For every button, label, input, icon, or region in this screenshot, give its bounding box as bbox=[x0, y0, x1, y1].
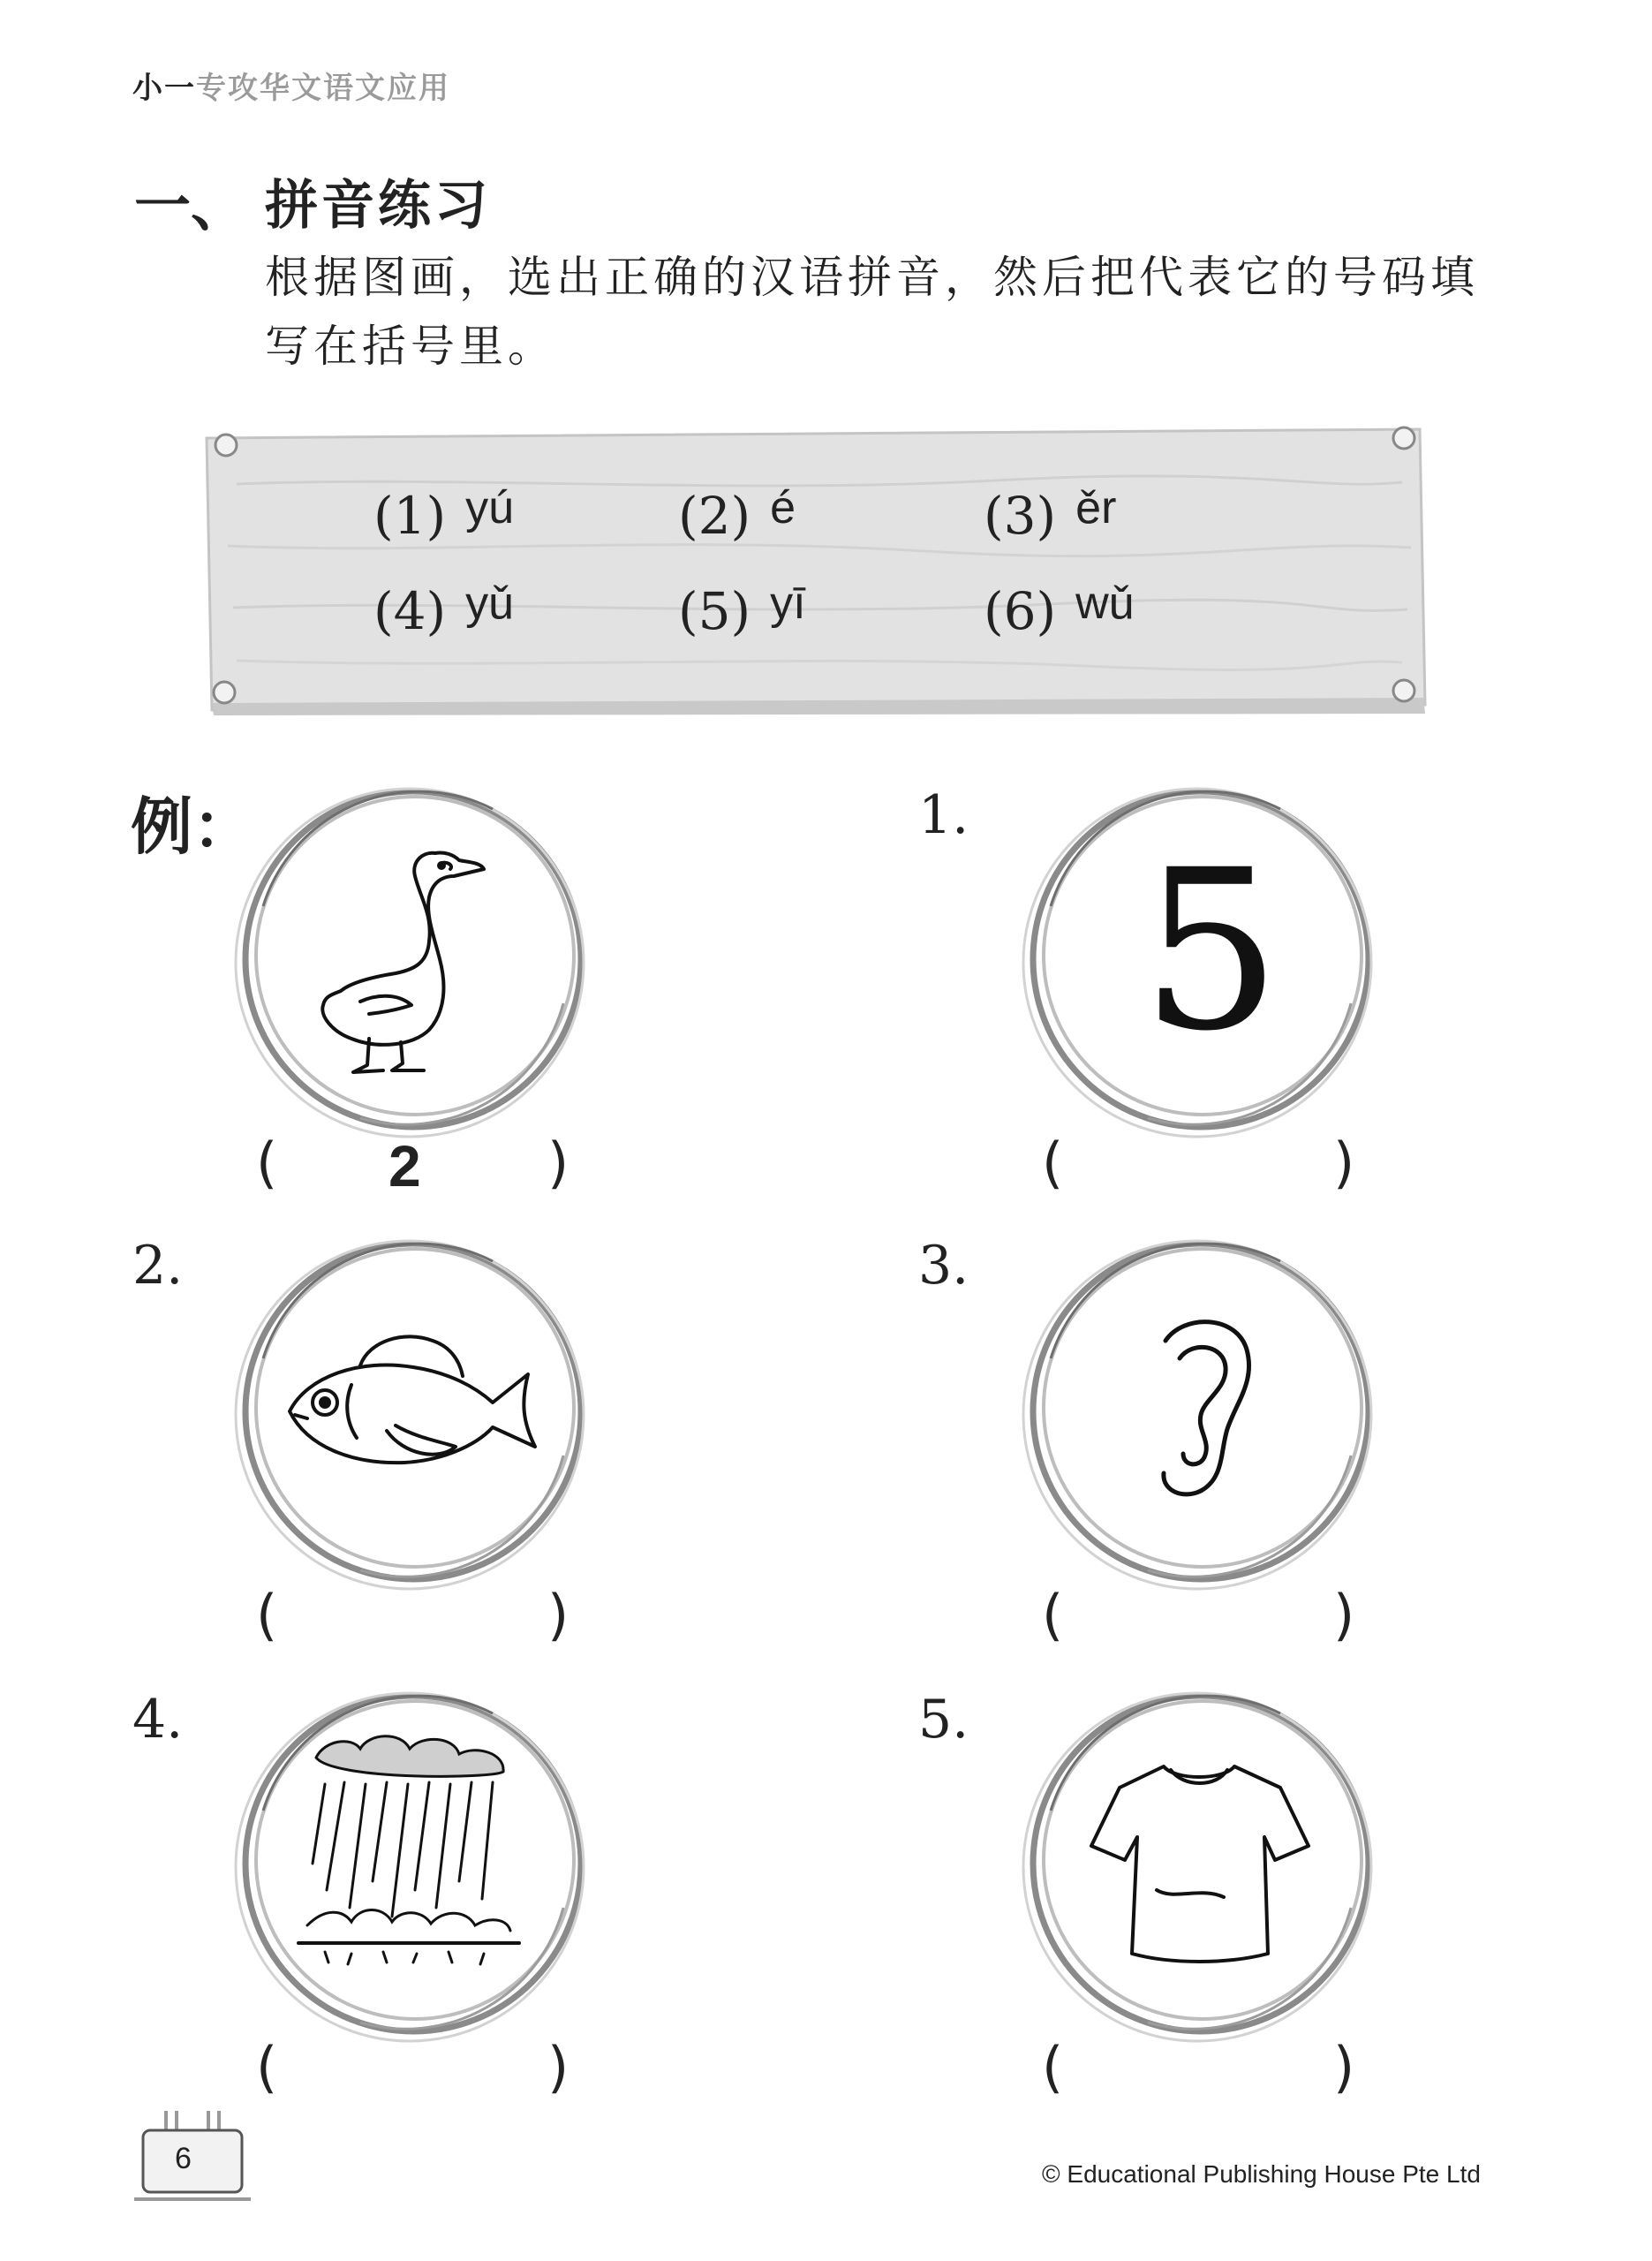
options-board bbox=[201, 422, 1430, 719]
book-title-rest: 专攻华文语文应用 bbox=[196, 71, 450, 106]
copyright-text: © Educational Publishing House Pte Ltd bbox=[1042, 2160, 1481, 2188]
number-five-digit: 5 bbox=[1141, 822, 1282, 1079]
question-5-close-bracket: ) bbox=[1333, 2035, 1355, 2099]
question-4-open-bracket: ( bbox=[256, 2035, 278, 2099]
example-label: 例： bbox=[131, 790, 254, 863]
option-6: (6) wǔ bbox=[984, 578, 1135, 641]
book-title-lead: 小一 bbox=[132, 71, 196, 106]
question-3-open-bracket: ( bbox=[1042, 1583, 1064, 1647]
question-5-open-bracket: ( bbox=[1042, 2035, 1064, 2099]
example-open-bracket: ( bbox=[256, 1130, 278, 1195]
option-1: (1) yú bbox=[373, 482, 515, 546]
question-2-picture bbox=[228, 1226, 599, 1597]
question-2-close-bracket: ) bbox=[547, 1583, 570, 1647]
question-4-number: 4. bbox=[132, 1689, 184, 1751]
example-picture bbox=[228, 774, 599, 1145]
question-5-picture bbox=[1015, 1678, 1386, 2049]
page-tab-icon bbox=[131, 2102, 254, 2208]
option-5: (5) yī bbox=[678, 578, 806, 641]
question-1-close-bracket: ) bbox=[1333, 1130, 1355, 1195]
page-number-tab bbox=[131, 2102, 254, 2208]
question-5-number: 5. bbox=[918, 1689, 969, 1751]
question-3-picture bbox=[1015, 1226, 1386, 1597]
question-1-number: 1. bbox=[918, 784, 969, 846]
question-2-number: 2. bbox=[132, 1235, 184, 1297]
question-1-open-bracket: ( bbox=[1042, 1130, 1064, 1195]
question-1-picture bbox=[1015, 774, 1386, 1145]
question-4-picture bbox=[228, 1678, 599, 2049]
option-2: (2) é bbox=[678, 482, 796, 546]
page-number: 6 bbox=[175, 2142, 192, 2175]
rain-icon bbox=[228, 1678, 599, 2049]
instruction-text: 根据图画，选出正确的汉语拼音，然后把代表它的号码填写在括号里。 bbox=[265, 252, 1479, 372]
section-title: 拼音练习 bbox=[265, 175, 491, 237]
question-3-close-bracket: ) bbox=[1333, 1583, 1355, 1647]
wooden-board-icon bbox=[201, 422, 1430, 719]
tshirt-icon bbox=[1015, 1678, 1386, 2049]
question-4-close-bracket: ) bbox=[547, 2035, 570, 2099]
fish-icon bbox=[228, 1226, 599, 1597]
section-number: 一、 bbox=[134, 174, 247, 239]
option-4: (4) yǔ bbox=[373, 578, 515, 641]
example-answer: 2 bbox=[388, 1133, 421, 1199]
ear-icon bbox=[1015, 1226, 1386, 1597]
question-3-number: 3. bbox=[918, 1235, 969, 1297]
option-3: (3) ěr bbox=[984, 482, 1117, 546]
book-title bbox=[132, 64, 450, 107]
example-close-bracket: ) bbox=[547, 1130, 570, 1195]
question-2-open-bracket: ( bbox=[256, 1583, 278, 1647]
goose-icon bbox=[228, 774, 599, 1145]
